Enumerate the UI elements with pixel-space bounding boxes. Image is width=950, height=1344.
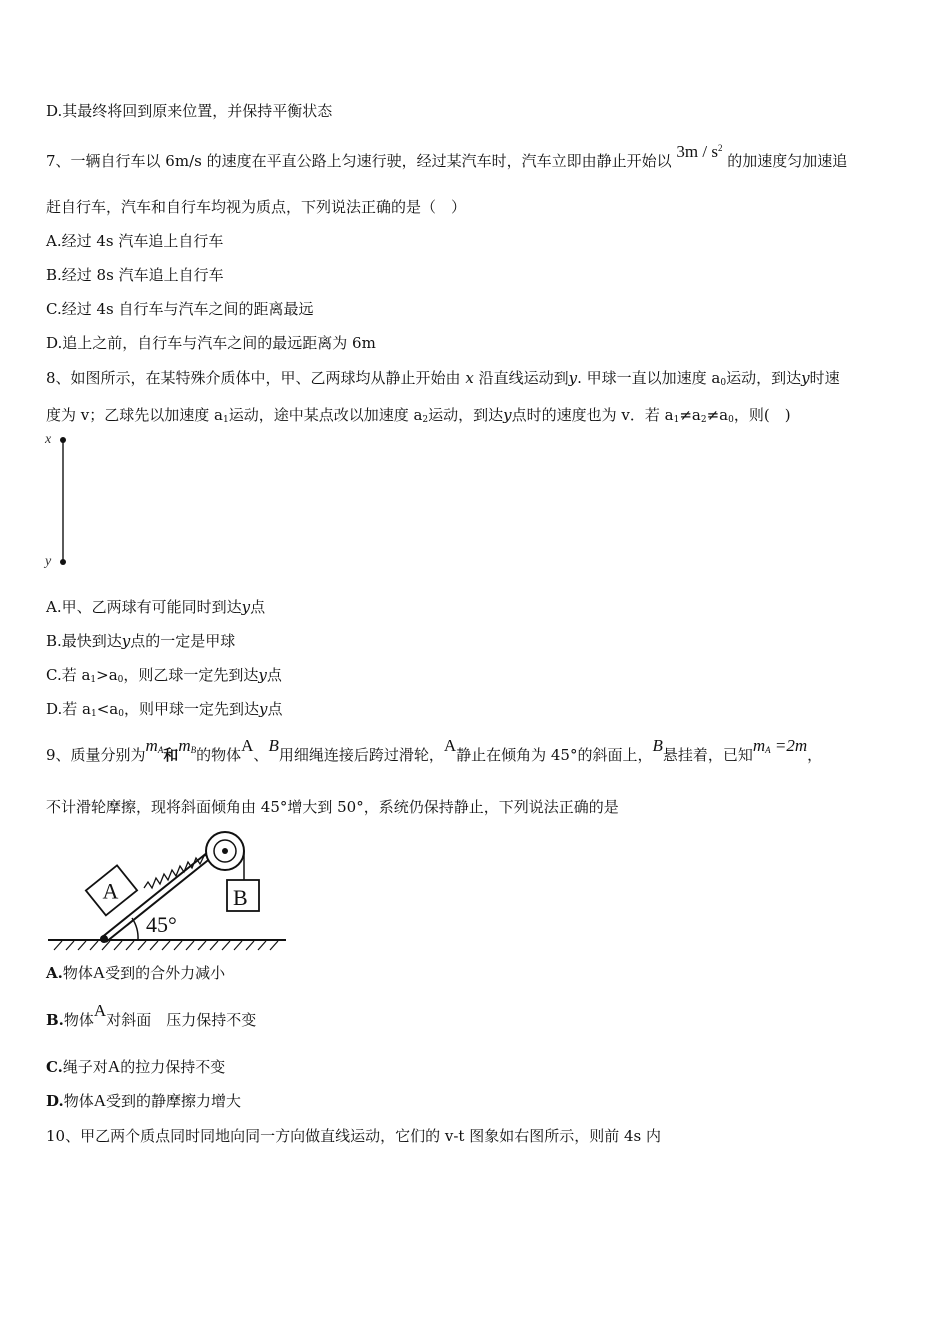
- q8-figure: [40, 428, 80, 574]
- q7-stem-line2: 赶自行车，汽车和自行车均视为质点，下列说法正确的是（ ）: [46, 198, 467, 216]
- q6-option-d: D.其最终将回到原来位置，并保持平衡状态: [46, 102, 333, 120]
- q9-incline-figure: [46, 826, 291, 952]
- mass-a-symbol: $m_A$: [145, 736, 164, 755]
- mass-b-symbol: $m_B$: [178, 736, 197, 755]
- q8-stem-line2: 度为 v；乙球先以加速度 $a_1$运动，途中某点改以加速度 $a_2$运动，到达y点时的速度也为 v．若 $a_1\ne a_2\ne a_0$，则( ): [46, 406, 791, 425]
- angle-label: 45°: [146, 912, 177, 937]
- q10-stem: 10、甲乙两个质点同时同地向同一方向做直线运动，它们的 v-t 图象如右图所示，则前 4s 内: [46, 1127, 661, 1145]
- q8-option-c: C.若 $a_1>a_0$，则乙球一定先到达y点: [46, 666, 282, 685]
- q7-option-a: A.经过 4s 汽车追上自行车: [46, 232, 224, 250]
- q7-acceleration-unit: $3m / s^2$: [676, 142, 723, 161]
- point-x-dot: [60, 437, 66, 443]
- q9-option-a: A.物体A受到的合外力减小: [46, 963, 226, 982]
- q9-option-d: D.物体A受到的静摩擦力增大: [46, 1091, 242, 1110]
- block-a-label: A: [102, 878, 119, 904]
- hinge-dot: [100, 935, 108, 943]
- q8-option-d: D.若 $a_1<a_0$，则甲球一定先到达y点: [46, 700, 283, 719]
- q9-option-b: B.物体A对斜面 压力保持不变: [46, 1001, 257, 1029]
- point-y-dot: [60, 559, 66, 565]
- pulley-axle: [222, 848, 228, 854]
- q8-option-a: A.甲、乙两球有可能同时到达y点: [46, 598, 266, 616]
- q7-stem-line1: [46, 142, 848, 171]
- q7-option-c: C.经过 4s 自行车与汽车之间的距离最远: [46, 300, 314, 318]
- q9-stem-line2: 不计滑轮摩擦，现将斜面倾角由 45°增大到 50°，系统仍保持静止，下列说法正确的是: [46, 798, 619, 816]
- mass-equation: $m_A =2m$: [752, 736, 808, 755]
- ground-hatching: [54, 941, 278, 950]
- q7-option-d: D.追上之前，自行车与汽车之间的最远距离为 6m: [46, 334, 376, 352]
- q8-figure-label-x: x: [45, 432, 52, 447]
- block-a: [86, 865, 137, 915]
- block-b-label: B: [233, 885, 248, 910]
- q7-option-b: B.经过 8s 汽车追上自行车: [46, 266, 224, 284]
- q9-option-c: C.绳子对A的拉力保持不变: [46, 1057, 226, 1076]
- q8-option-b: B.最快到达y点的一定是甲球: [46, 632, 236, 650]
- q7-stem-part1: 7、一辆自行车以 6m/s 的速度在平直公路上匀速行驶，经过某汽车时，汽车立即由静止开始以: [46, 152, 672, 170]
- q9-stem-line1: 9、质量分别为$m_A$和$m_B$的物体A、B用细绳连接后跨过滑轮，A静止在倾角为 45°的斜面上，B悬挂着，已知$m_A =2m$，: [46, 736, 823, 764]
- q7-stem-part2: 的加速度匀加速追: [727, 152, 848, 170]
- q8-stem-line1: 8、如图所示，在某特殊介质体中，甲、乙两球均从静止开始由 x 沿直线运动到y. 甲球一直以加速度 $a_0$运动，到达y时速: [46, 369, 840, 388]
- q8-figure-label-y: y: [45, 554, 52, 569]
